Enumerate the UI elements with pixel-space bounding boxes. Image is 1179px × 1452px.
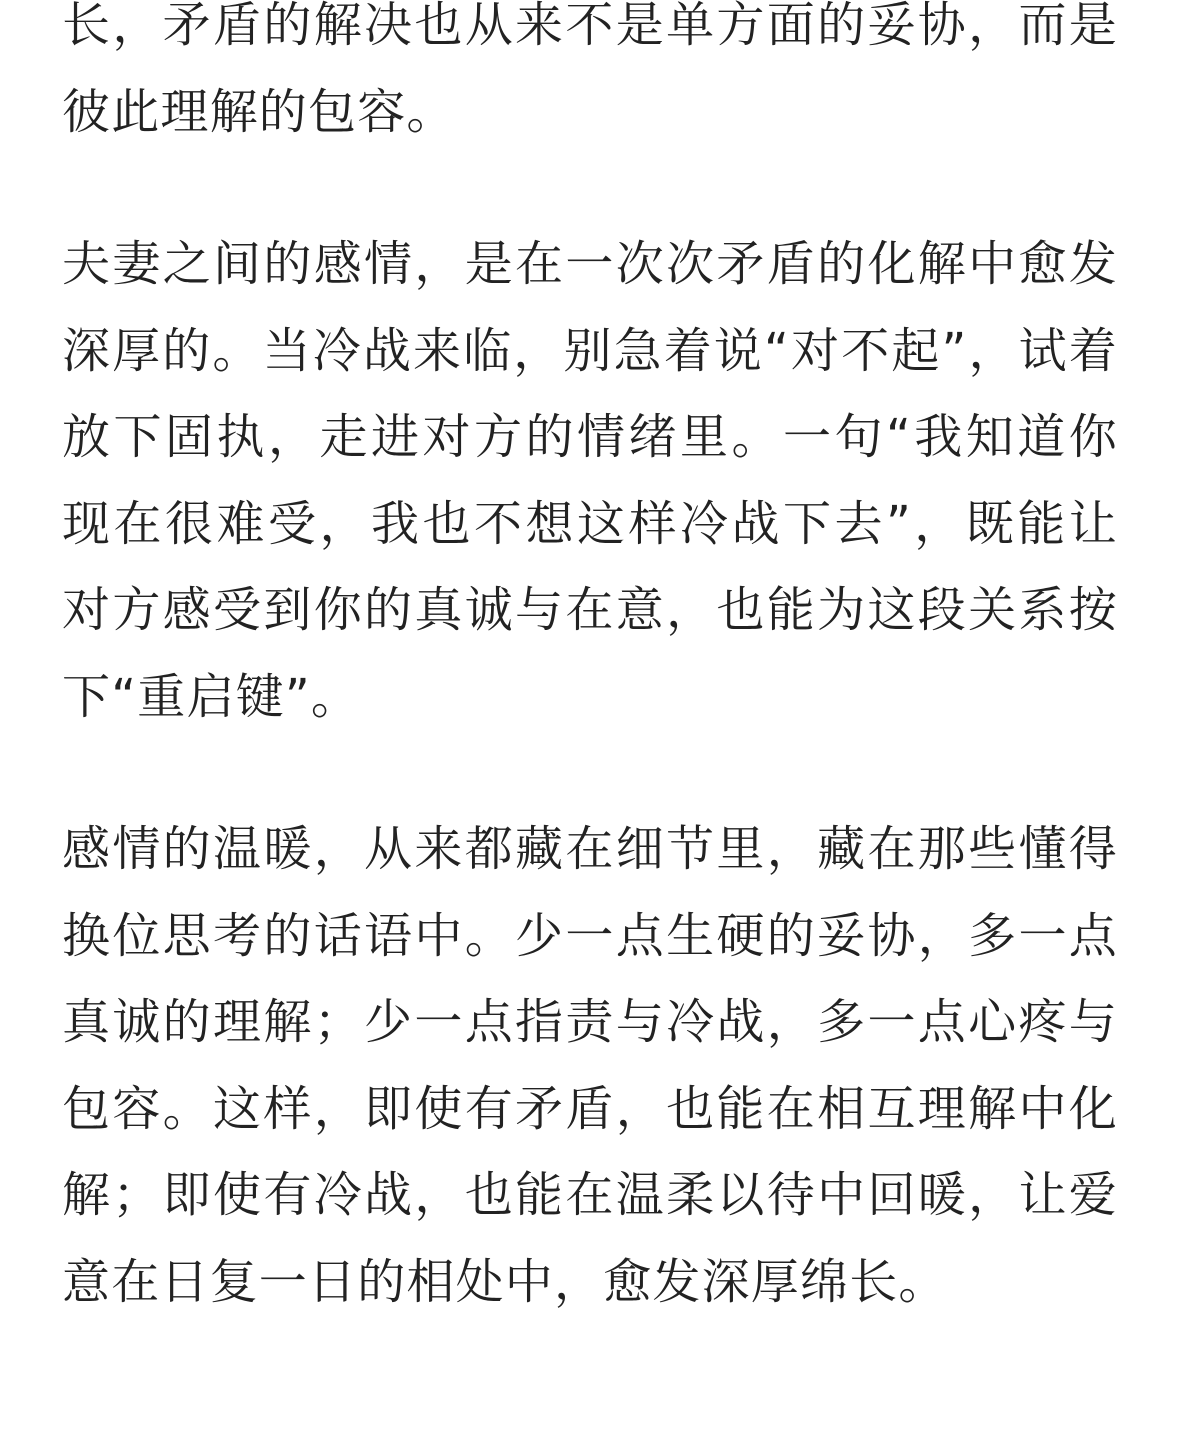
paragraph: 夫妻之间的感情，是在一次次矛盾的化解中愈发深厚的。当冷战来临，别急着说“对不起”，试着放下固执，走进对方的情绪里。一句“我知道你现在很难受，我也不想这样冷战下去”，既能让对方感受到你的真诚与在意，也能为这段关系按下“重启键”。 <box>62 236 1118 725</box>
article-body <box>62 0 1118 1325</box>
paragraph: 感情的温暖，从来都藏在细节里，藏在那些懂得换位思考的话语中。少一点生硬的妥协，多一点真诚的理解；少一点指责与冷战，多一点心疼与包容。这样，即使有矛盾，也能在相互理解中化解；即使有冷战，也能在温柔以待中回暖，让爱意在日复一日的相处中，愈发深厚绵长。 <box>62 821 1118 1310</box>
paragraph: 长，矛盾的解决也从来不是单方面的妥协，而是彼此理解的包容。 <box>62 0 1118 140</box>
